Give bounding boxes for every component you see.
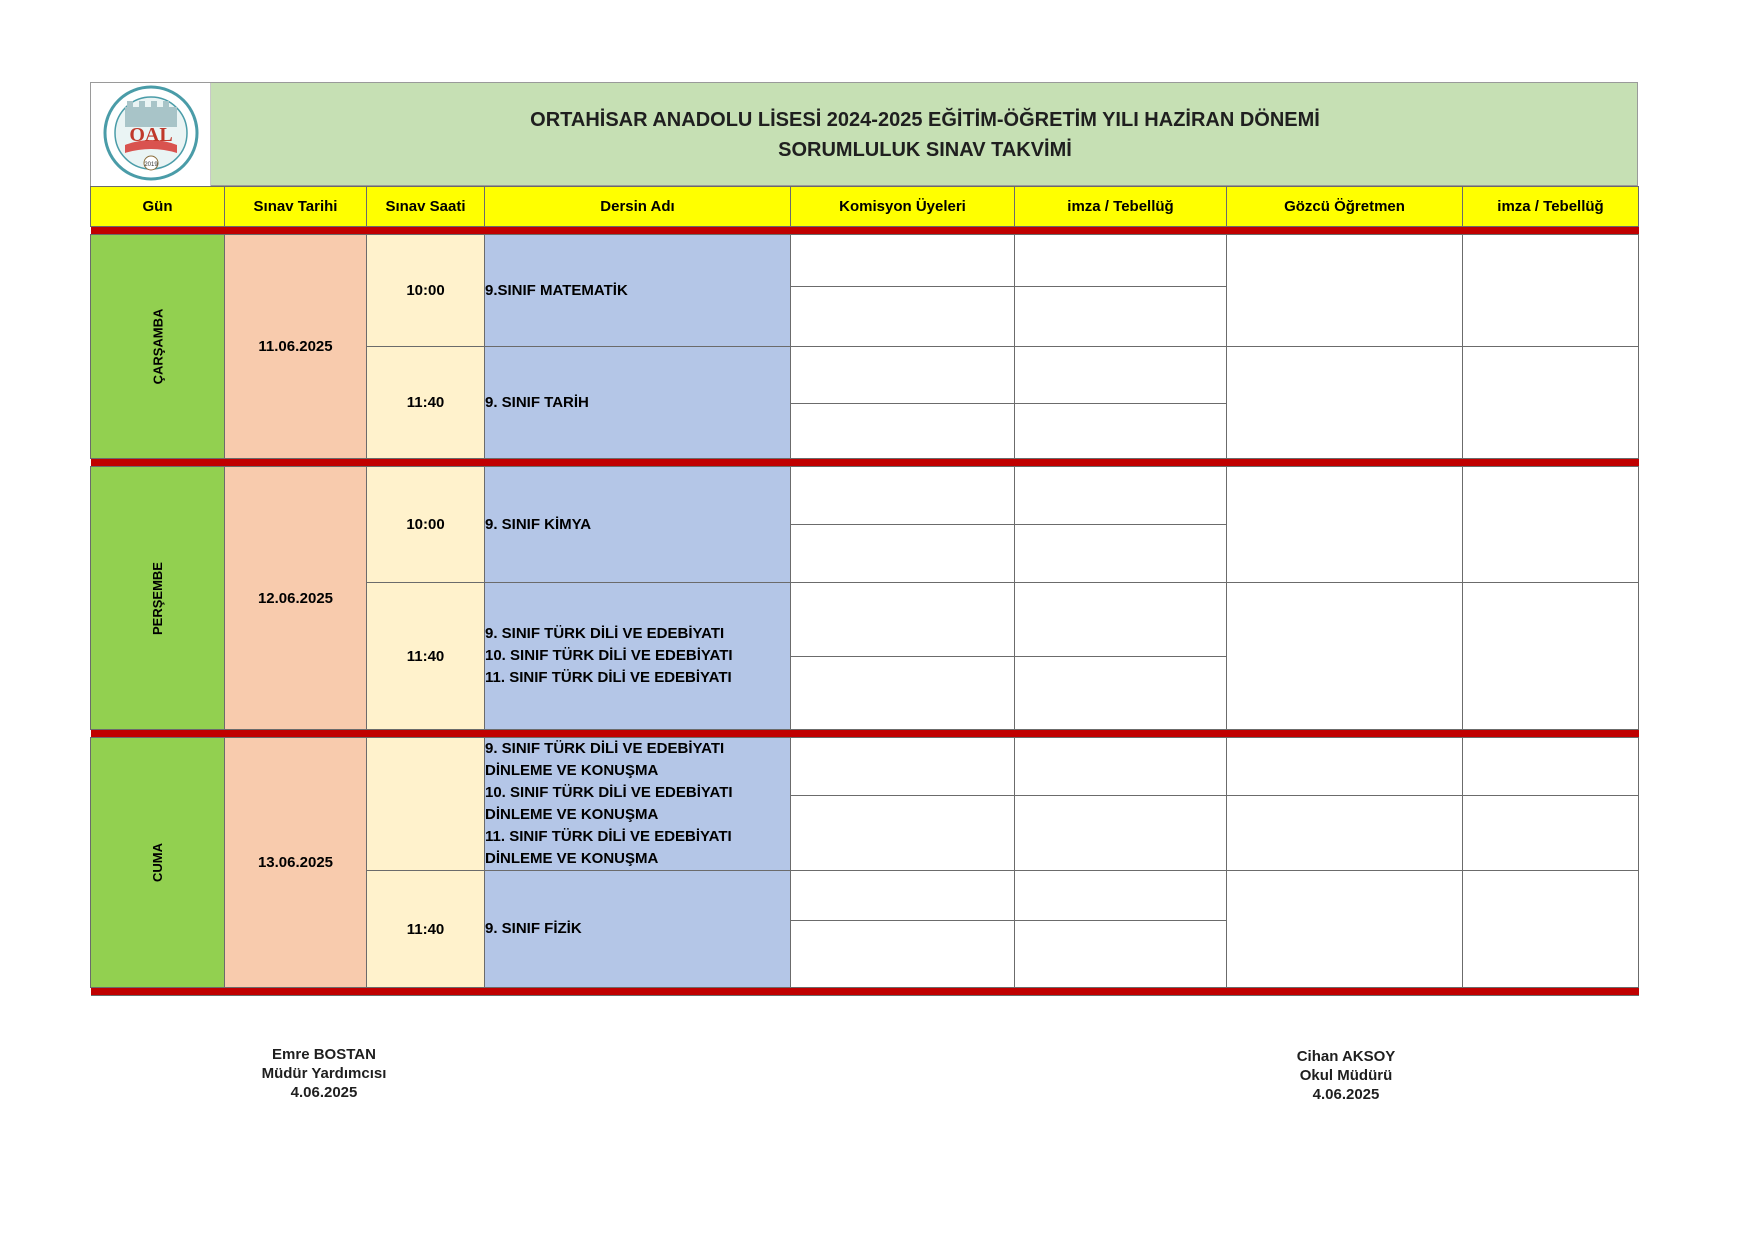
table-row (91, 467, 1639, 525)
course-cell (485, 583, 791, 730)
column-header-course: Dersin Adı (485, 187, 791, 227)
proctor-signature-cell[interactable] (1463, 235, 1639, 347)
header-row (91, 187, 1639, 227)
signature-left (224, 1045, 424, 1102)
course-name: 9. SINIF TÜRK DİLİ VE EDEBİYATI DİNLEME VE KONUŞMA (485, 740, 725, 779)
table-row (91, 738, 1639, 796)
time-cell: 11:40 (367, 583, 485, 730)
proctor-signature-cell[interactable] (1463, 347, 1639, 459)
date-cell: 11.06.2025 (225, 235, 367, 459)
separator-row (91, 730, 1639, 738)
proctor-signature-cell[interactable] (1463, 467, 1639, 583)
commission-member-cell[interactable] (791, 235, 1015, 287)
commission-member-cell[interactable] (791, 738, 1015, 796)
title-line-2: SORUMLULUK SINAV TAKVİMİ (778, 139, 1072, 161)
proctor-cell[interactable] (1227, 583, 1463, 730)
commission-signature-cell[interactable] (1015, 347, 1227, 404)
commission-member-cell[interactable] (791, 583, 1015, 657)
svg-text:OAL: OAL (129, 124, 173, 146)
title-line-1: ORTAHİSAR ANADOLU LİSESİ 2024-2025 EĞİTİM-ÖĞRETİM YILI HAZİRAN DÖNEMİ (530, 109, 1320, 131)
course-cell (485, 467, 791, 583)
course-name: 10. SINIF TÜRK DİLİ VE EDEBİYATI (485, 647, 733, 664)
course-cell (485, 347, 791, 459)
proctor-cell[interactable] (1227, 235, 1463, 347)
page-title (211, 105, 1639, 165)
commission-member-cell[interactable] (791, 287, 1015, 347)
proctor-cell[interactable] (1227, 796, 1463, 871)
course-name: 9. SINIF KİMYA (485, 515, 592, 533)
separator-bar (91, 459, 1639, 467)
time-cell (367, 738, 485, 871)
course-name: 11. SINIF TÜRK DİLİ VE EDEBİYATI (485, 669, 732, 686)
proctor-cell[interactable] (1227, 467, 1463, 583)
proctor-cell[interactable] (1227, 738, 1463, 796)
time-cell: 10:00 (367, 467, 485, 583)
date-cell: 13.06.2025 (225, 738, 367, 988)
commission-member-cell[interactable] (791, 347, 1015, 404)
commission-signature-cell[interactable] (1015, 287, 1227, 347)
course-name: 9. SINIF TARİH (485, 393, 589, 411)
column-header-day: Gün (91, 187, 225, 227)
proctor-signature-cell[interactable] (1463, 871, 1639, 988)
proctor-cell[interactable] (1227, 347, 1463, 459)
course-name: 9.SINIF MATEMATİK (485, 281, 628, 299)
course-name: 10. SINIF TÜRK DİLİ VE EDEBİYATI DİNLEME VE KONUŞMA (485, 784, 733, 823)
column-header-time: Sınav Saati (367, 187, 485, 227)
commission-signature-cell[interactable] (1015, 404, 1227, 459)
commission-member-cell[interactable] (791, 467, 1015, 525)
column-header-commission: Komisyon Üyeleri (791, 187, 1015, 227)
commission-signature-cell[interactable] (1015, 235, 1227, 287)
column-header-commission-signature: imza / Tebellüğ (1015, 187, 1227, 227)
course-name: 11. SINIF TÜRK DİLİ VE EDEBİYATI DİNLEME VE KONUŞMA (485, 828, 732, 867)
course-cell (485, 871, 791, 988)
day-label: CUMA (150, 843, 165, 882)
time-cell: 11:40 (367, 347, 485, 459)
column-header-proctor: Gözcü Öğretmen (1227, 187, 1463, 227)
commission-signature-cell[interactable] (1015, 871, 1227, 921)
exam-schedule-table (90, 186, 1639, 996)
time-cell: 11:40 (367, 871, 485, 988)
day-label: PERŞEMBE (150, 561, 165, 635)
day-cell (91, 467, 225, 730)
proctor-signature-cell[interactable] (1463, 583, 1639, 730)
column-header-date: Sınav Tarihi (225, 187, 367, 227)
separator-bar (91, 227, 1639, 235)
commission-member-cell[interactable] (791, 404, 1015, 459)
table-row (91, 235, 1639, 287)
signature-right (1246, 1047, 1446, 1104)
course-cell (485, 235, 791, 347)
course-name: 9. SINIF TÜRK DİLİ VE EDEBİYATI (485, 625, 725, 642)
signature-date: 4.06.2025 (1312, 1086, 1380, 1103)
school-logo (91, 83, 211, 187)
signature-date: 4.06.2025 (290, 1084, 358, 1101)
commission-signature-cell[interactable] (1015, 467, 1227, 525)
commission-signature-cell[interactable] (1015, 583, 1227, 657)
svg-text:2019: 2019 (144, 162, 158, 168)
proctor-signature-cell[interactable] (1463, 796, 1639, 871)
commission-member-cell[interactable] (791, 921, 1015, 988)
day-cell (91, 738, 225, 988)
commission-signature-cell[interactable] (1015, 657, 1227, 730)
proctor-cell[interactable] (1227, 871, 1463, 988)
proctor-signature-cell[interactable] (1463, 738, 1639, 796)
signer-name: Cihan AKSOY (1296, 1048, 1396, 1065)
commission-signature-cell[interactable] (1015, 525, 1227, 583)
column-header-proctor-signature: imza / Tebellüğ (1463, 187, 1639, 227)
time-cell: 10:00 (367, 235, 485, 347)
course-cell (485, 738, 791, 871)
separator-bar (91, 730, 1639, 738)
school-seal-icon (91, 83, 211, 187)
commission-signature-cell[interactable] (1015, 738, 1227, 796)
day-cell (91, 235, 225, 459)
separator-row (91, 459, 1639, 467)
course-name: 9. SINIF FİZİK (485, 920, 582, 937)
signer-role: Okul Müdürü (1299, 1067, 1393, 1084)
commission-member-cell[interactable] (791, 657, 1015, 730)
date-cell: 12.06.2025 (225, 467, 367, 730)
commission-member-cell[interactable] (791, 871, 1015, 921)
separator-row (91, 227, 1639, 235)
signer-role: Müdür Yardımcısı (261, 1065, 387, 1082)
signer-name: Emre BOSTAN (272, 1046, 376, 1063)
separator-row (91, 988, 1639, 996)
commission-member-cell[interactable] (791, 525, 1015, 583)
title-bar (90, 82, 1638, 186)
commission-signature-cell[interactable] (1015, 921, 1227, 988)
commission-member-cell[interactable] (791, 796, 1015, 871)
separator-bar (91, 988, 1639, 996)
commission-signature-cell[interactable] (1015, 796, 1227, 871)
day-label: ÇARŞAMBA (150, 308, 165, 385)
